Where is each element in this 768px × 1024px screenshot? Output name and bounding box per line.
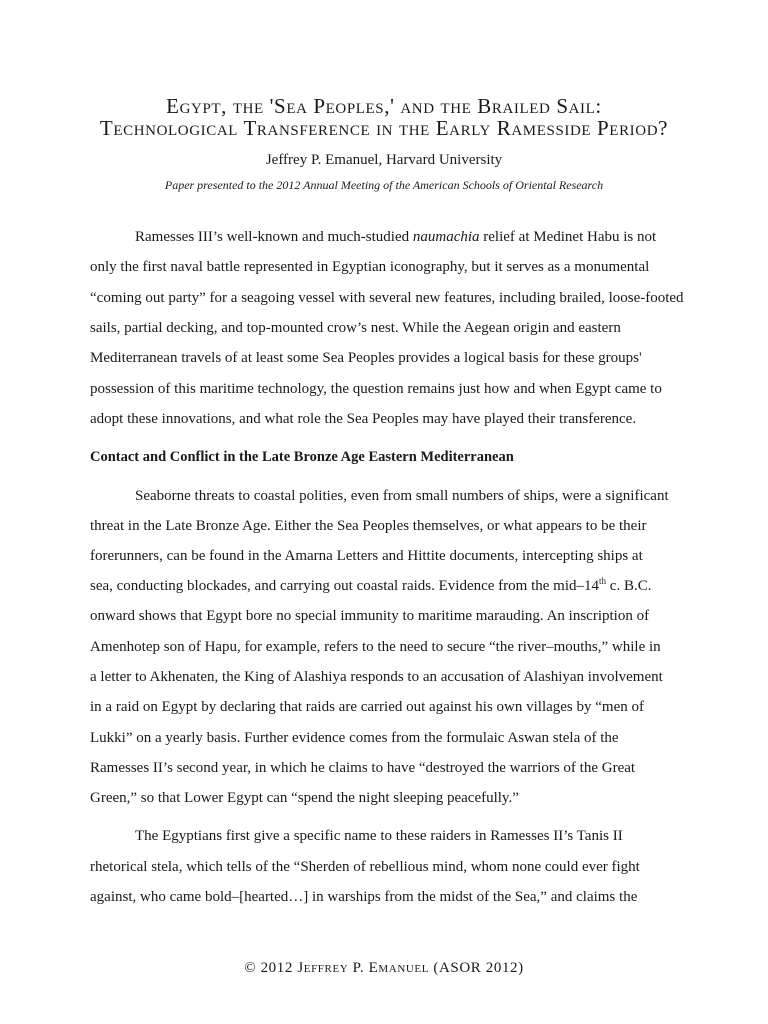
presentation-note: Paper presented to the 2012 Annual Meeting of the American Schools of Oriental Research xyxy=(164,178,604,192)
text-line: adopt these innovations, and what role the Sea Peoples may have played their transference. xyxy=(90,411,637,427)
text-line: onward shows that Egypt bore no special immunity to maritime marauding. An inscription of xyxy=(90,608,650,624)
text-line: Amenhotep son of Hapu, for example, refers to the need to secure “the river–mouths,” while in xyxy=(90,639,661,655)
section-heading: Contact and Conflict in the Late Bronze Age Eastern Mediterranean xyxy=(90,449,514,465)
text-line: “coming out party” for a seagoing vessel with several new features, including brailed, loose-footed xyxy=(90,290,684,306)
text-line: a letter to Akhenaten, the King of Alashiya responds to an accusation of Alashiyan involvement xyxy=(90,669,663,685)
text-line: sails, partial decking, and top-mounted crow’s nest. While the Aegean origin and eastern xyxy=(90,320,621,336)
text-line: only the first naval battle represented in Egyptian iconography, but it serves as a monumental xyxy=(90,259,650,275)
text-line: Lukki” on a yearly basis. Further evidence comes from the formulaic Aswan stela of the xyxy=(90,730,619,746)
text-line: in a raid on Egypt by declaring that raids are carried out against his own villages by “men of xyxy=(90,699,644,715)
text-line: Green,” so that Lower Egypt can “spend the night sleeping peacefully.” xyxy=(90,790,519,806)
italic-term: naumachia xyxy=(412,229,480,245)
paper-title-line-1: Egypt, the 'Sea Peoples,' and the Brailed Sail: xyxy=(166,94,602,118)
author-line: Jeffrey P. Emanuel, Harvard University xyxy=(265,152,503,168)
text-line: Seaborne threats to coastal polities, even from small numbers of ships, were a significant xyxy=(135,488,669,504)
text-line: threat in the Late Bronze Age. Either the Sea Peoples themselves, or what appears to be their xyxy=(90,518,647,534)
text-line: Mediterranean travels of at least some Sea Peoples provides a logical basis for these groups' xyxy=(90,350,642,366)
text-line: forerunners, can be found in the Amarna Letters and Hittite documents, intercepting ships at xyxy=(90,548,643,564)
text-line: sea, conducting blockades, and carrying out coastal raids. Evidence from the mid–14th c. B.C. xyxy=(90,576,652,594)
text-line: possession of this maritime technology, the question remains just how and when Egypt came to xyxy=(90,381,662,397)
page-footer: © 2012 Jeffrey P. Emanuel (ASOR 2012) xyxy=(244,960,524,976)
text-line: rhetorical stela, which tells of the “Sherden of rebellious mind, whom none could ever fight xyxy=(90,859,640,875)
text-line: The Egyptians first give a specific name to these raiders in Ramesses II’s Tanis II xyxy=(135,828,623,844)
text-line: Ramesses III’s well-known and much-studied naumachia relief at Medinet Habu is not xyxy=(135,229,657,245)
text-line: against, who came bold–[hearted…] in warships from the midst of the Sea,” and claims the xyxy=(90,889,638,905)
superscript: th xyxy=(599,576,607,586)
text-line: Ramesses II’s second year, in which he claims to have “destroyed the warriors of the Great xyxy=(90,760,636,776)
paper-title-line-2: Technological Transference in the Early Ramesside Period? xyxy=(99,116,669,140)
